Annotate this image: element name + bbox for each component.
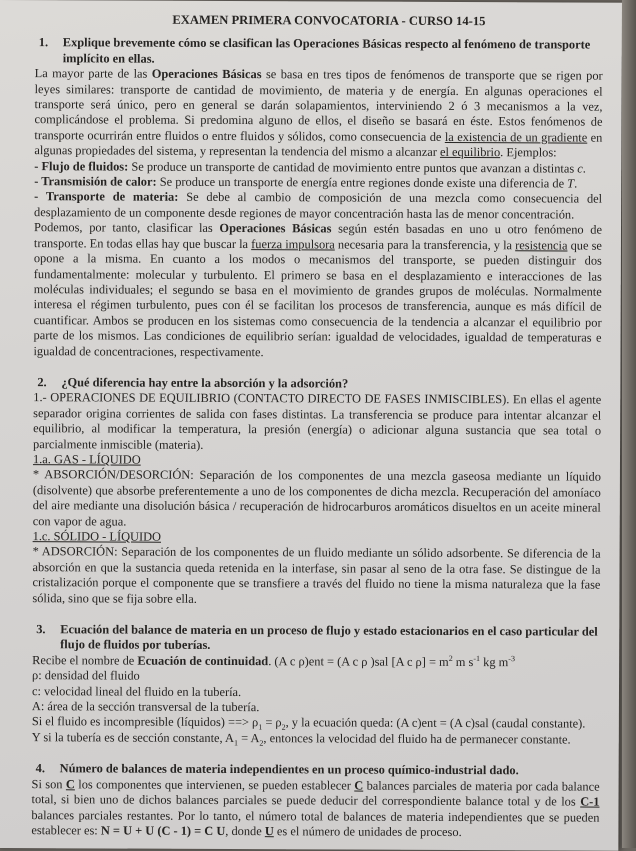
text-run: . (A c ρ)ent = (A c ρ )sal [A c ρ] = m xyxy=(268,654,449,669)
text-run: necesaria para la transferencia, y la xyxy=(334,237,516,252)
text-run: fuerza impulsora xyxy=(251,236,335,252)
text-run: c xyxy=(577,161,583,176)
text-run: c: velocidad lineal del fluido en la tubería. xyxy=(31,683,242,699)
text-run: resistencia xyxy=(515,237,568,253)
text-run: la existencia de un gradiente xyxy=(444,129,588,145)
text-run: 2 xyxy=(259,738,264,748)
answer-paragraph xyxy=(33,220,602,361)
question-number: 1. xyxy=(38,35,49,50)
text-run: 2 xyxy=(281,723,286,733)
question-section-2 xyxy=(32,375,601,609)
answer-paragraph xyxy=(34,66,602,161)
text-run: balances parciales de materia por cada balance total, si bien uno de dichos balances parciales se puede deducir del correspondiente balance total y de los xyxy=(31,778,600,809)
text-run: . xyxy=(574,176,578,191)
text-run: 1.a. GAS - LÍQUIDO xyxy=(32,452,141,467)
text-run: . xyxy=(582,161,586,176)
answer-paragraph xyxy=(33,390,601,454)
text-run: en algunas propiedades del sistema, y representan la tendencia del mismo a alcanzar xyxy=(34,130,603,160)
question-text: ¿Qué diferencia hay entre la absorción y la adsorción? xyxy=(61,375,349,391)
text-run: A: área de la sección transversal de la tubería. xyxy=(31,699,260,715)
text-run: Se debe al cambio de composición de una mezcla como consecuencia del desplazamiento de un componente desde regiones de mayor concentración hasta las de menor concentración. xyxy=(34,190,603,222)
text-run: -1 xyxy=(473,653,481,663)
text-run: . Ejemplos: xyxy=(500,145,557,160)
text-run: , entonces la velocidad del fluido ha de permanecer constante. xyxy=(263,731,571,747)
document-title: EXAMEN PRIMERA CONVOCATORIA - CURSO 14-15 xyxy=(172,12,486,29)
text-run: se basa en tres tipos de fenómenos de transporte que se rigen por leyes similares: transporte de cantidad de movimiento, de materia y de energía. En algunas operaciones el transporte será único, pero en general se darán solapamientos, interviniendo 2 ó 3 mecanismos a la vez, complicándose el problema. Si predomina alguno de ellos, el diseño se basará en éste. Estos fenómenos de transporte ocurrirán entre fluidos o entre fluidos y sólidos, como consecuencia de xyxy=(34,67,603,144)
text-run: T xyxy=(567,176,575,191)
text-run: m s xyxy=(452,654,474,669)
text-run: balances parciales restantes. Por lo tanto, el número total de balances de materia independientes que se pueden establecer es: xyxy=(31,807,600,838)
question-text: Número de balances de materia independientes en un proceso químico-industrial dado. xyxy=(59,761,519,778)
question-section-4 xyxy=(31,761,599,841)
answer-paragraph xyxy=(34,190,602,223)
text-run: C-1 xyxy=(580,794,600,809)
background-surface xyxy=(622,0,636,848)
text-run: Podemos, por tanto, clasificar las xyxy=(33,220,220,236)
question-number: 3. xyxy=(36,622,46,637)
text-run: 1 xyxy=(258,723,263,733)
text-run: 1.c. SÓLIDO - LÍQUIDO xyxy=(32,529,162,544)
answer-paragraph xyxy=(32,730,600,748)
text-run: = A xyxy=(237,730,260,746)
text-run: - Transmisión de calor: xyxy=(34,174,157,189)
text-run: C xyxy=(65,776,75,792)
text-run: 2 xyxy=(448,653,453,663)
text-run: C xyxy=(354,778,364,793)
document-body xyxy=(31,12,603,841)
text-run: N = U + U (C - 1) = C U xyxy=(100,823,226,838)
text-run: * ADSORCIÓN: Separación de los componentes de un fluido mediante un sólido adsorbente. Se diferencia de la absorción en que la sustancia queda retenida en la interfase, sin pasar al seno de la otra fase. Se distingue de la cristalización porque el componente que se transfiere a través del fluido no tiene la misma naturaleza que la fase sólida, sino que se fija sobre ella. xyxy=(32,544,601,606)
answer-paragraph xyxy=(31,777,599,841)
text-run: Si el fluido es incompresible (líquidos) ==> ρ xyxy=(31,714,259,730)
text-run: = ρ xyxy=(262,715,282,730)
text-run: 1.- OPERACIONES DE EQUILIBRIO (CONTACTO DIRECTO DE FASES INMISCIBLES). En ellas el agente separador origina corrientes de salida con fases distintas. La transferencia se produce para intentar alcanzar el equilibrio, al modificar la temperatura, la presión (energía) o adicionar alguna sustancia que sea total o parcialmente inmiscible (materia). xyxy=(33,390,602,452)
text-run: el equilibrio xyxy=(439,145,501,160)
text-run: Se produce un transporte de energía entre regiones donde existe una diferencia de xyxy=(156,174,568,191)
text-run: , y la ecuación queda: (A c)ent = (A c)sal (caudal constante). xyxy=(285,715,586,732)
text-run: , donde xyxy=(225,823,265,839)
text-run: kg m xyxy=(480,654,509,670)
text-run: Y si la tubería es de sección constante, A xyxy=(31,730,235,745)
answer-paragraph xyxy=(32,545,600,609)
question-text: Explique brevemente cómo se clasifican las Operaciones Básicas respecto al fenómeno de transporte implícito en ellas. xyxy=(62,35,591,66)
text-run: -3 xyxy=(508,653,515,663)
text-run: es el número de unidades de proceso. xyxy=(273,824,462,839)
text-run: Operaciones Básicas xyxy=(219,221,332,236)
question-number: 4. xyxy=(35,761,45,776)
question-text: Ecuación del balance de materia en un proceso de flujo y estado estacionarios en el caso particular del flujo de fluidos por tuberías. xyxy=(60,622,598,653)
text-run: 1 xyxy=(233,738,238,748)
text-run: La mayor parte de las xyxy=(34,66,152,81)
text-run: U xyxy=(264,824,274,839)
text-run: Si son xyxy=(31,776,66,791)
question-heading xyxy=(36,622,600,655)
answer-paragraph xyxy=(33,468,601,532)
text-run: Operaciones Básicas xyxy=(151,66,262,82)
text-run: Ecuación de continuidad xyxy=(137,653,269,669)
text-run: * ABSORCIÓN/DESORCIÓN: Separación de los componentes de una mezcla gaseosa mediante un líquido (disolvente) que absorbe preferentemente a uno de los componentes de dicha mezcla. Recuperación del amoníaco del aire mediante una disolución básica / recuperación de hidrocarburos aromáticos disueltos en un aceite mineral con vapor de agua. xyxy=(32,467,601,529)
question-section-1 xyxy=(33,36,602,362)
text-run: Se produce un transporte de cantidad de movimiento entre puntos que avanzan a distintas xyxy=(128,159,578,176)
text-run: los componentes que intervienen, se pueden establecer xyxy=(74,777,355,793)
text-run: - Flujo de fluidos: xyxy=(34,158,129,174)
text-run: que se opone a la misma. En cuanto a los modos o mecanismos del transporte, se pueden distinguir dos fundamentalmente: molecular y turbulento. El primero se basa en el desplazamiento e interacciones de las moléculas individuales; el segundo se basa en el movimiento de grandes grupos de moléculas. Normalmente interesa el régimen turbulento, pues con él se facilitan los procesos de transferencia, aunque es más difícil de cuantificar. Ambos se producen en los sistemas como consecuencia de la tendencia a alcanzar el equilibrio por parte de los mismos. Las condiciones de equilibrio serían: igualdad de velocidades, igualdad de temperaturas e igualdad de concentraciones, respectivamente. xyxy=(33,238,602,359)
question-heading xyxy=(39,36,603,69)
text-run: según estén basadas en uno u otro fenómeno de transporte. En todas ellas hay que buscar la xyxy=(33,221,603,251)
question-section-3 xyxy=(32,622,601,748)
text-run: ρ: densidad del fluido xyxy=(32,668,140,683)
text-run: - Transporte de materia: xyxy=(34,189,179,205)
text-run: Recibe el nombre de xyxy=(32,652,138,668)
question-number: 2. xyxy=(37,375,47,390)
